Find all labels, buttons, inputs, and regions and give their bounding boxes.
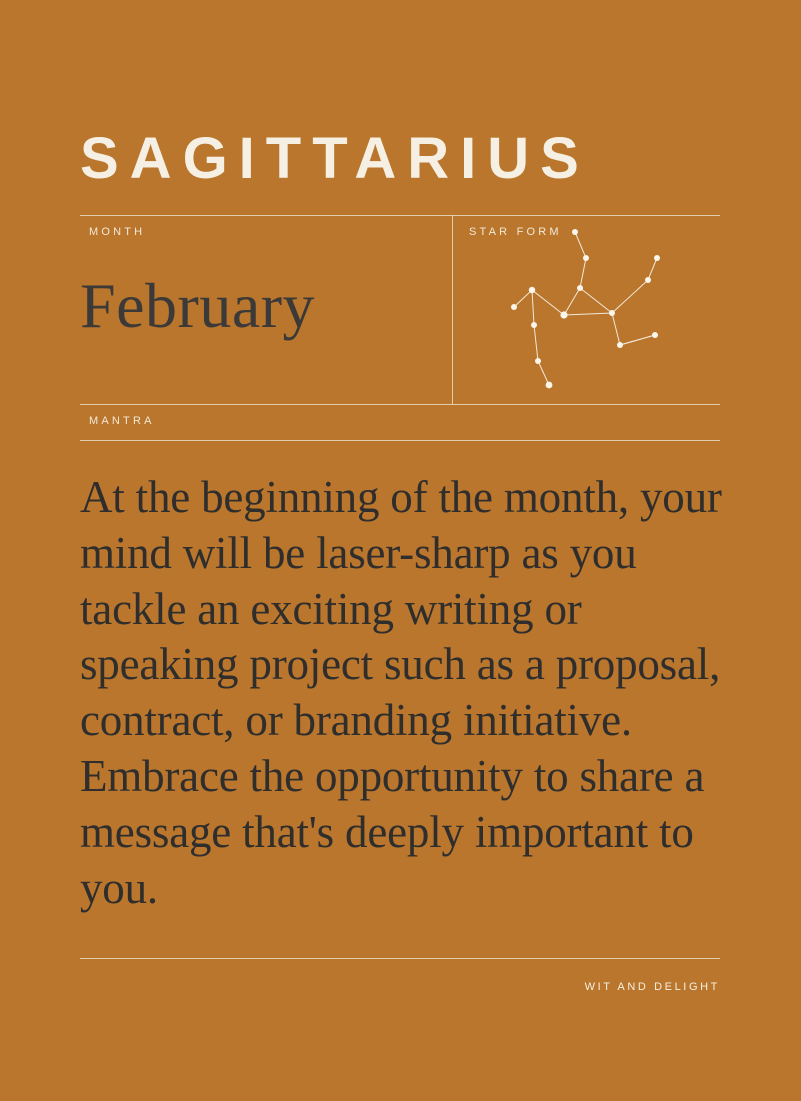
page-title: SAGITTARIUS [80, 126, 590, 191]
divider-footer [80, 958, 720, 959]
month-label: MONTH [89, 226, 146, 238]
mantra-text: At the beginning of the month, your mind will be laser-sharp as you tackle an exciting writing or speaking project such as a proposal, contract, or branding initiative. Embrace the opportunity to share a message that's deeply important to you. [80, 472, 722, 913]
constellation-sagittarius-icon [452, 215, 721, 404]
footer-brand: WIT AND DELIGHT [584, 981, 720, 993]
star-form-label: STAR FORM [469, 226, 562, 238]
divider-middle [80, 404, 720, 405]
divider-mantra [80, 440, 720, 441]
mantra-label: MANTRA [89, 415, 155, 427]
month-value: February [80, 270, 316, 341]
